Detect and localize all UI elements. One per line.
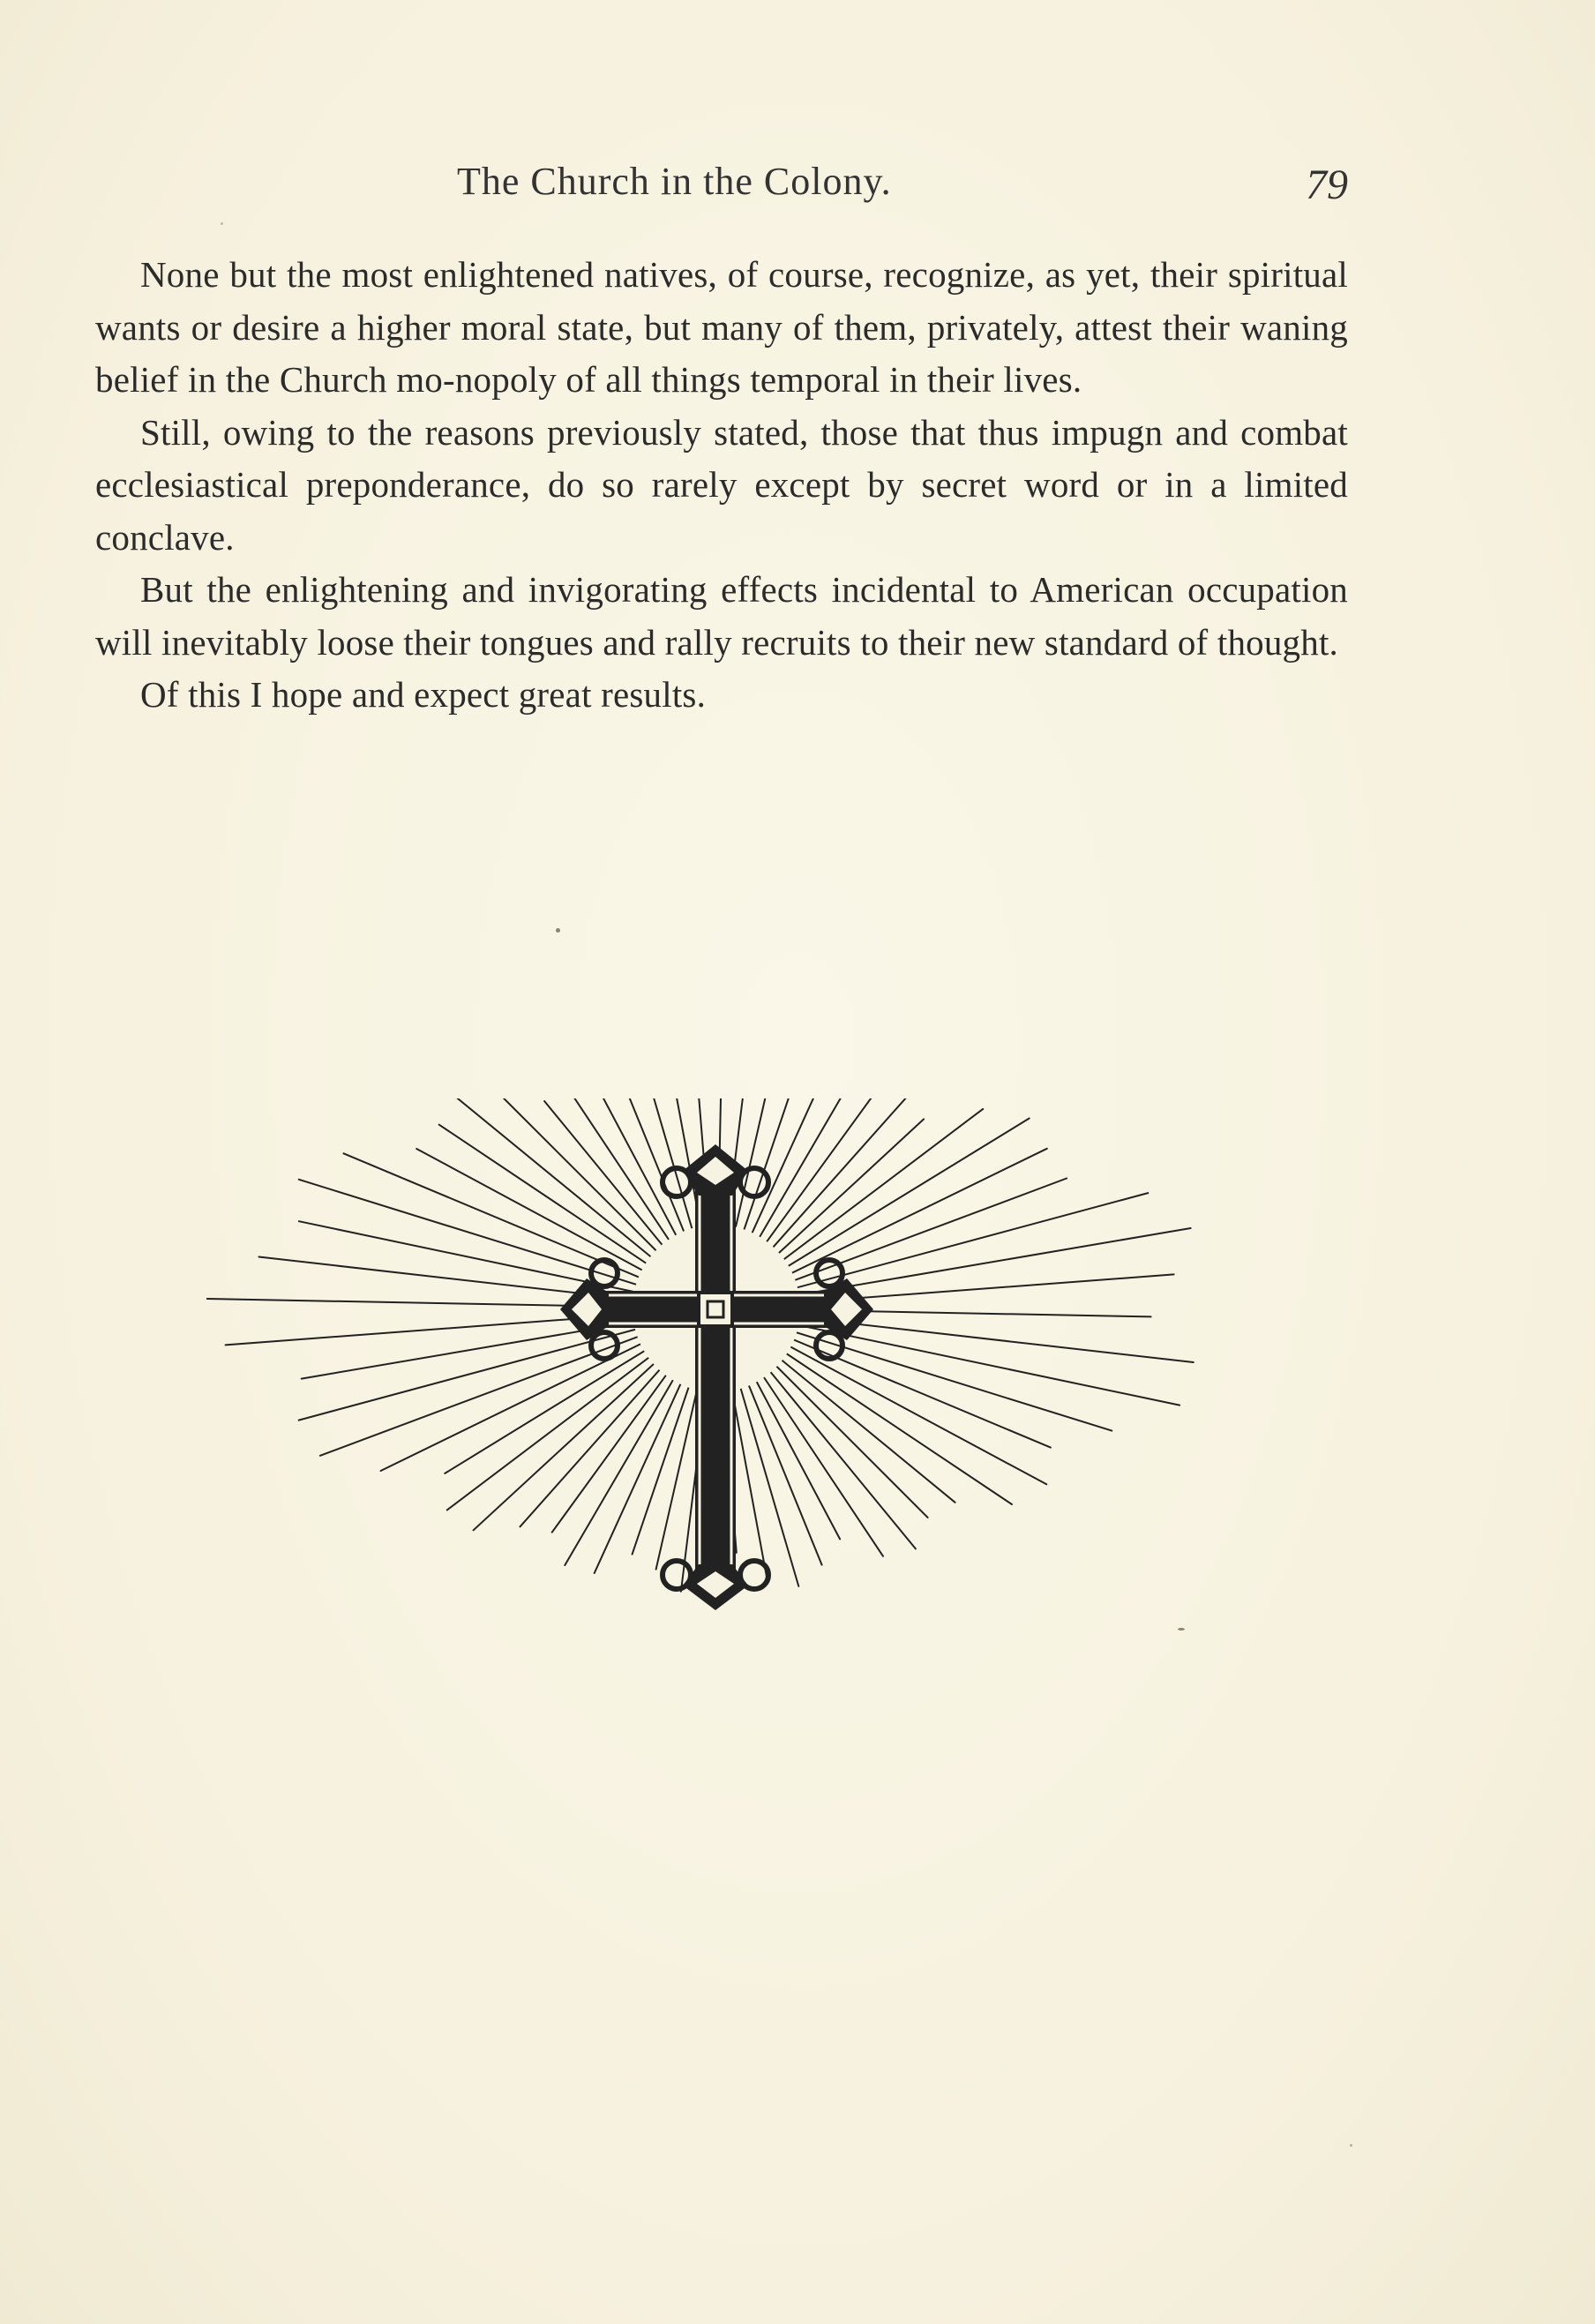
ray-line (299, 1180, 666, 1294)
ray-line (565, 1350, 690, 1565)
running-head (95, 159, 1348, 221)
ray-line (474, 1341, 678, 1530)
ray-line (758, 1109, 983, 1279)
paragraph-4: Of this I hope and expect great results. (140, 674, 707, 715)
paragraph-3: But the enlightening and invigorating effects incidental to American occupation will inevitably loose their tongues and rally recruits to their new standard of thought. (95, 569, 1348, 663)
ray-line (447, 1338, 675, 1510)
paragraph-2: Still, owing to the reasons previously stated, those that thus impugn and combat ecclesiastical preponderance, do so rarely except by secret word or in a limited conclave. (95, 411, 1348, 558)
ray-line (761, 1119, 1030, 1283)
paper-speck (556, 928, 560, 933)
ray-line (764, 1149, 1047, 1287)
ray-line (765, 1328, 1051, 1448)
page-number: 79 (1306, 161, 1348, 208)
ray-line (751, 1098, 921, 1272)
cross-icon (560, 1144, 873, 1610)
running-title: The Church in the Colony. (457, 160, 892, 203)
body-text (95, 249, 1348, 722)
paper-speck (1350, 2144, 1352, 2147)
ray-line (730, 1354, 798, 1586)
paper-speck (221, 222, 223, 225)
radiant-cross-icon (203, 1098, 1244, 1681)
ray-line (381, 1331, 670, 1472)
paper-speck (1178, 1628, 1185, 1631)
paragraph-1: None but the most enlightened natives, of course, recognize, as yet, their spiritual wants or desire a higher moral state, but many of them, privately, attest their waning belief in the Church mo-nopoly of all things temporal in their lives. (95, 254, 1348, 400)
